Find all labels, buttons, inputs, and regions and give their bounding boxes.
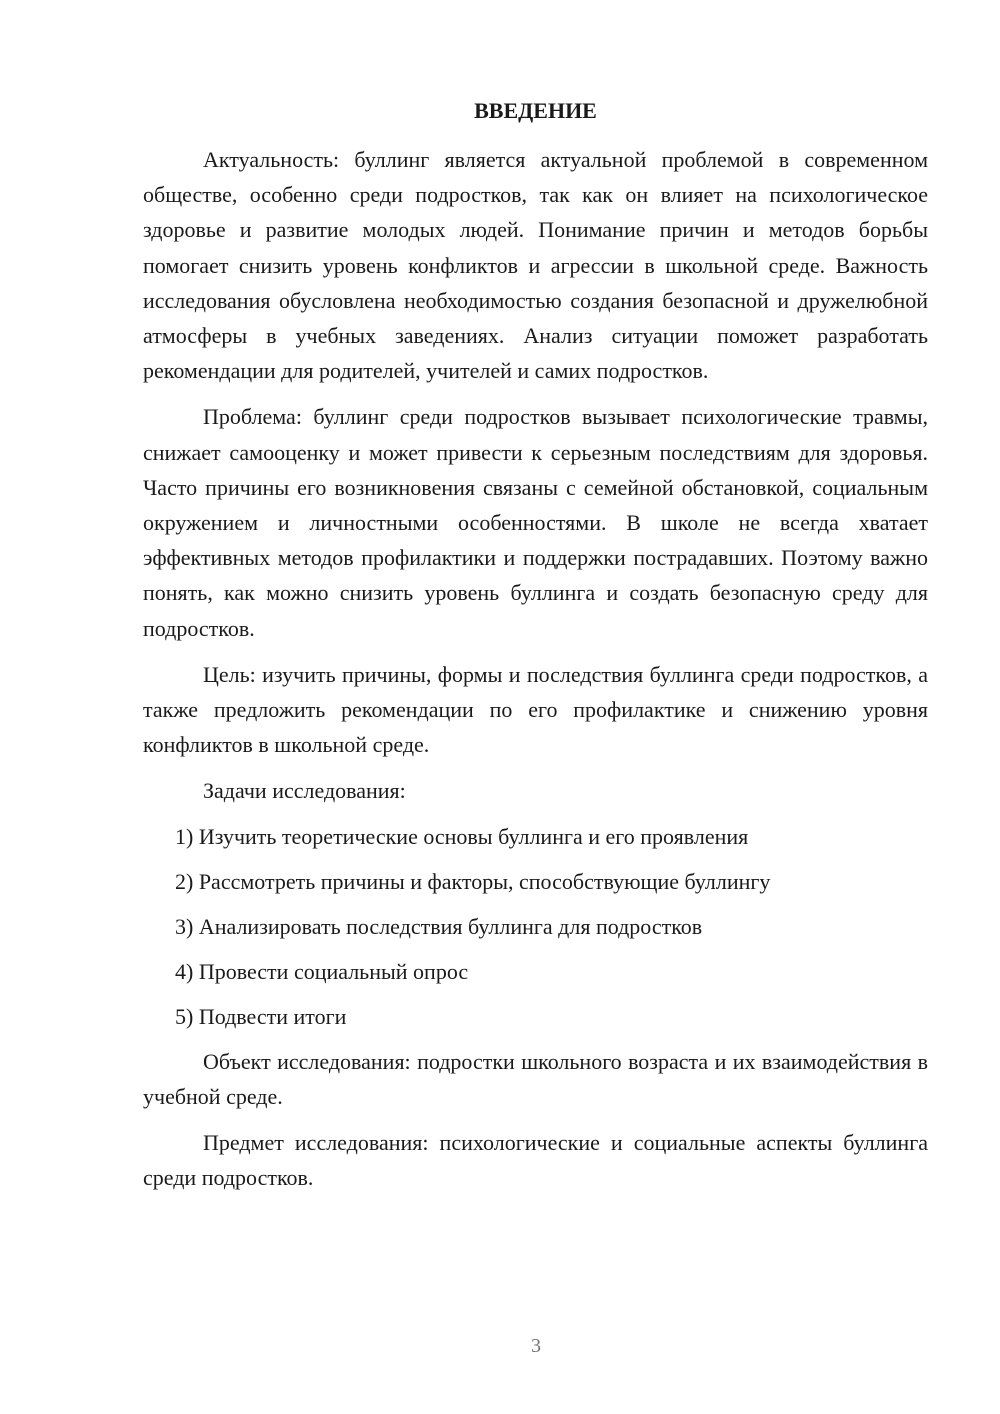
- problem-paragraph: Проблема: буллинг среди подростков вызывает психологические травмы, снижает самооценку и может привести к серьезным последствиям для здоровья. Часто причины его возникновения связаны с семейной обстановкой, социальным окружением и личностными особенностями. В школе не всегда хватает эффективных методов профилактики и поддержки пострадавших. Поэтому важно понять, как можно снизить уровень буллинга и создать безопасную среду для подростков.: [143, 404, 928, 641]
- subject-paragraph: Предмет исследования: психологические и социальные аспекты буллинга среди подростков.: [143, 1130, 928, 1191]
- object-paragraph: Объект исследования: подростки школьного возраста и их взаимодействия в учебной среде.: [143, 1048, 928, 1110]
- document-body: [143, 142, 928, 1207]
- task-item: 4) Провести социальный опрос: [175, 958, 469, 984]
- page-title: ВВЕДЕНИЕ: [474, 98, 597, 123]
- tasks-heading: Задачи исследования:: [203, 778, 406, 804]
- page-number: 3: [531, 1335, 541, 1357]
- task-item: 1) Изучить теоретические основы буллинга и его проявления: [175, 823, 749, 849]
- task-list: [143, 819, 928, 1034]
- task-item: 3) Анализировать последствия буллинга для подростков: [175, 913, 703, 939]
- task-item: 2) Рассмотреть причины и факторы, способствующие буллингу: [175, 868, 771, 894]
- goal-paragraph: Цель: изучить причины, формы и последствия буллинга среди подростков, а также предложить рекомендации по его профилактике и снижению уровня конфликтов в школьной среде.: [143, 661, 928, 758]
- relevance-paragraph: Актуальность: буллинг является актуальной проблемой в современном обществе, особенно среди подростков, так как он влияет на психологическое здоровье и развитие молодых людей. Понимание причин и методов борьбы помогает снизить уровень конфликтов и агрессии в школьной среде. Важность исследования обусловлена необходимостью создания безопасной и дружелюбной атмосферы в учебных заведениях. Анализ ситуации поможет разработать рекомендации для родителей, учителей и самих подростков.: [143, 147, 928, 384]
- task-item: 5) Подвести итоги: [175, 1003, 347, 1029]
